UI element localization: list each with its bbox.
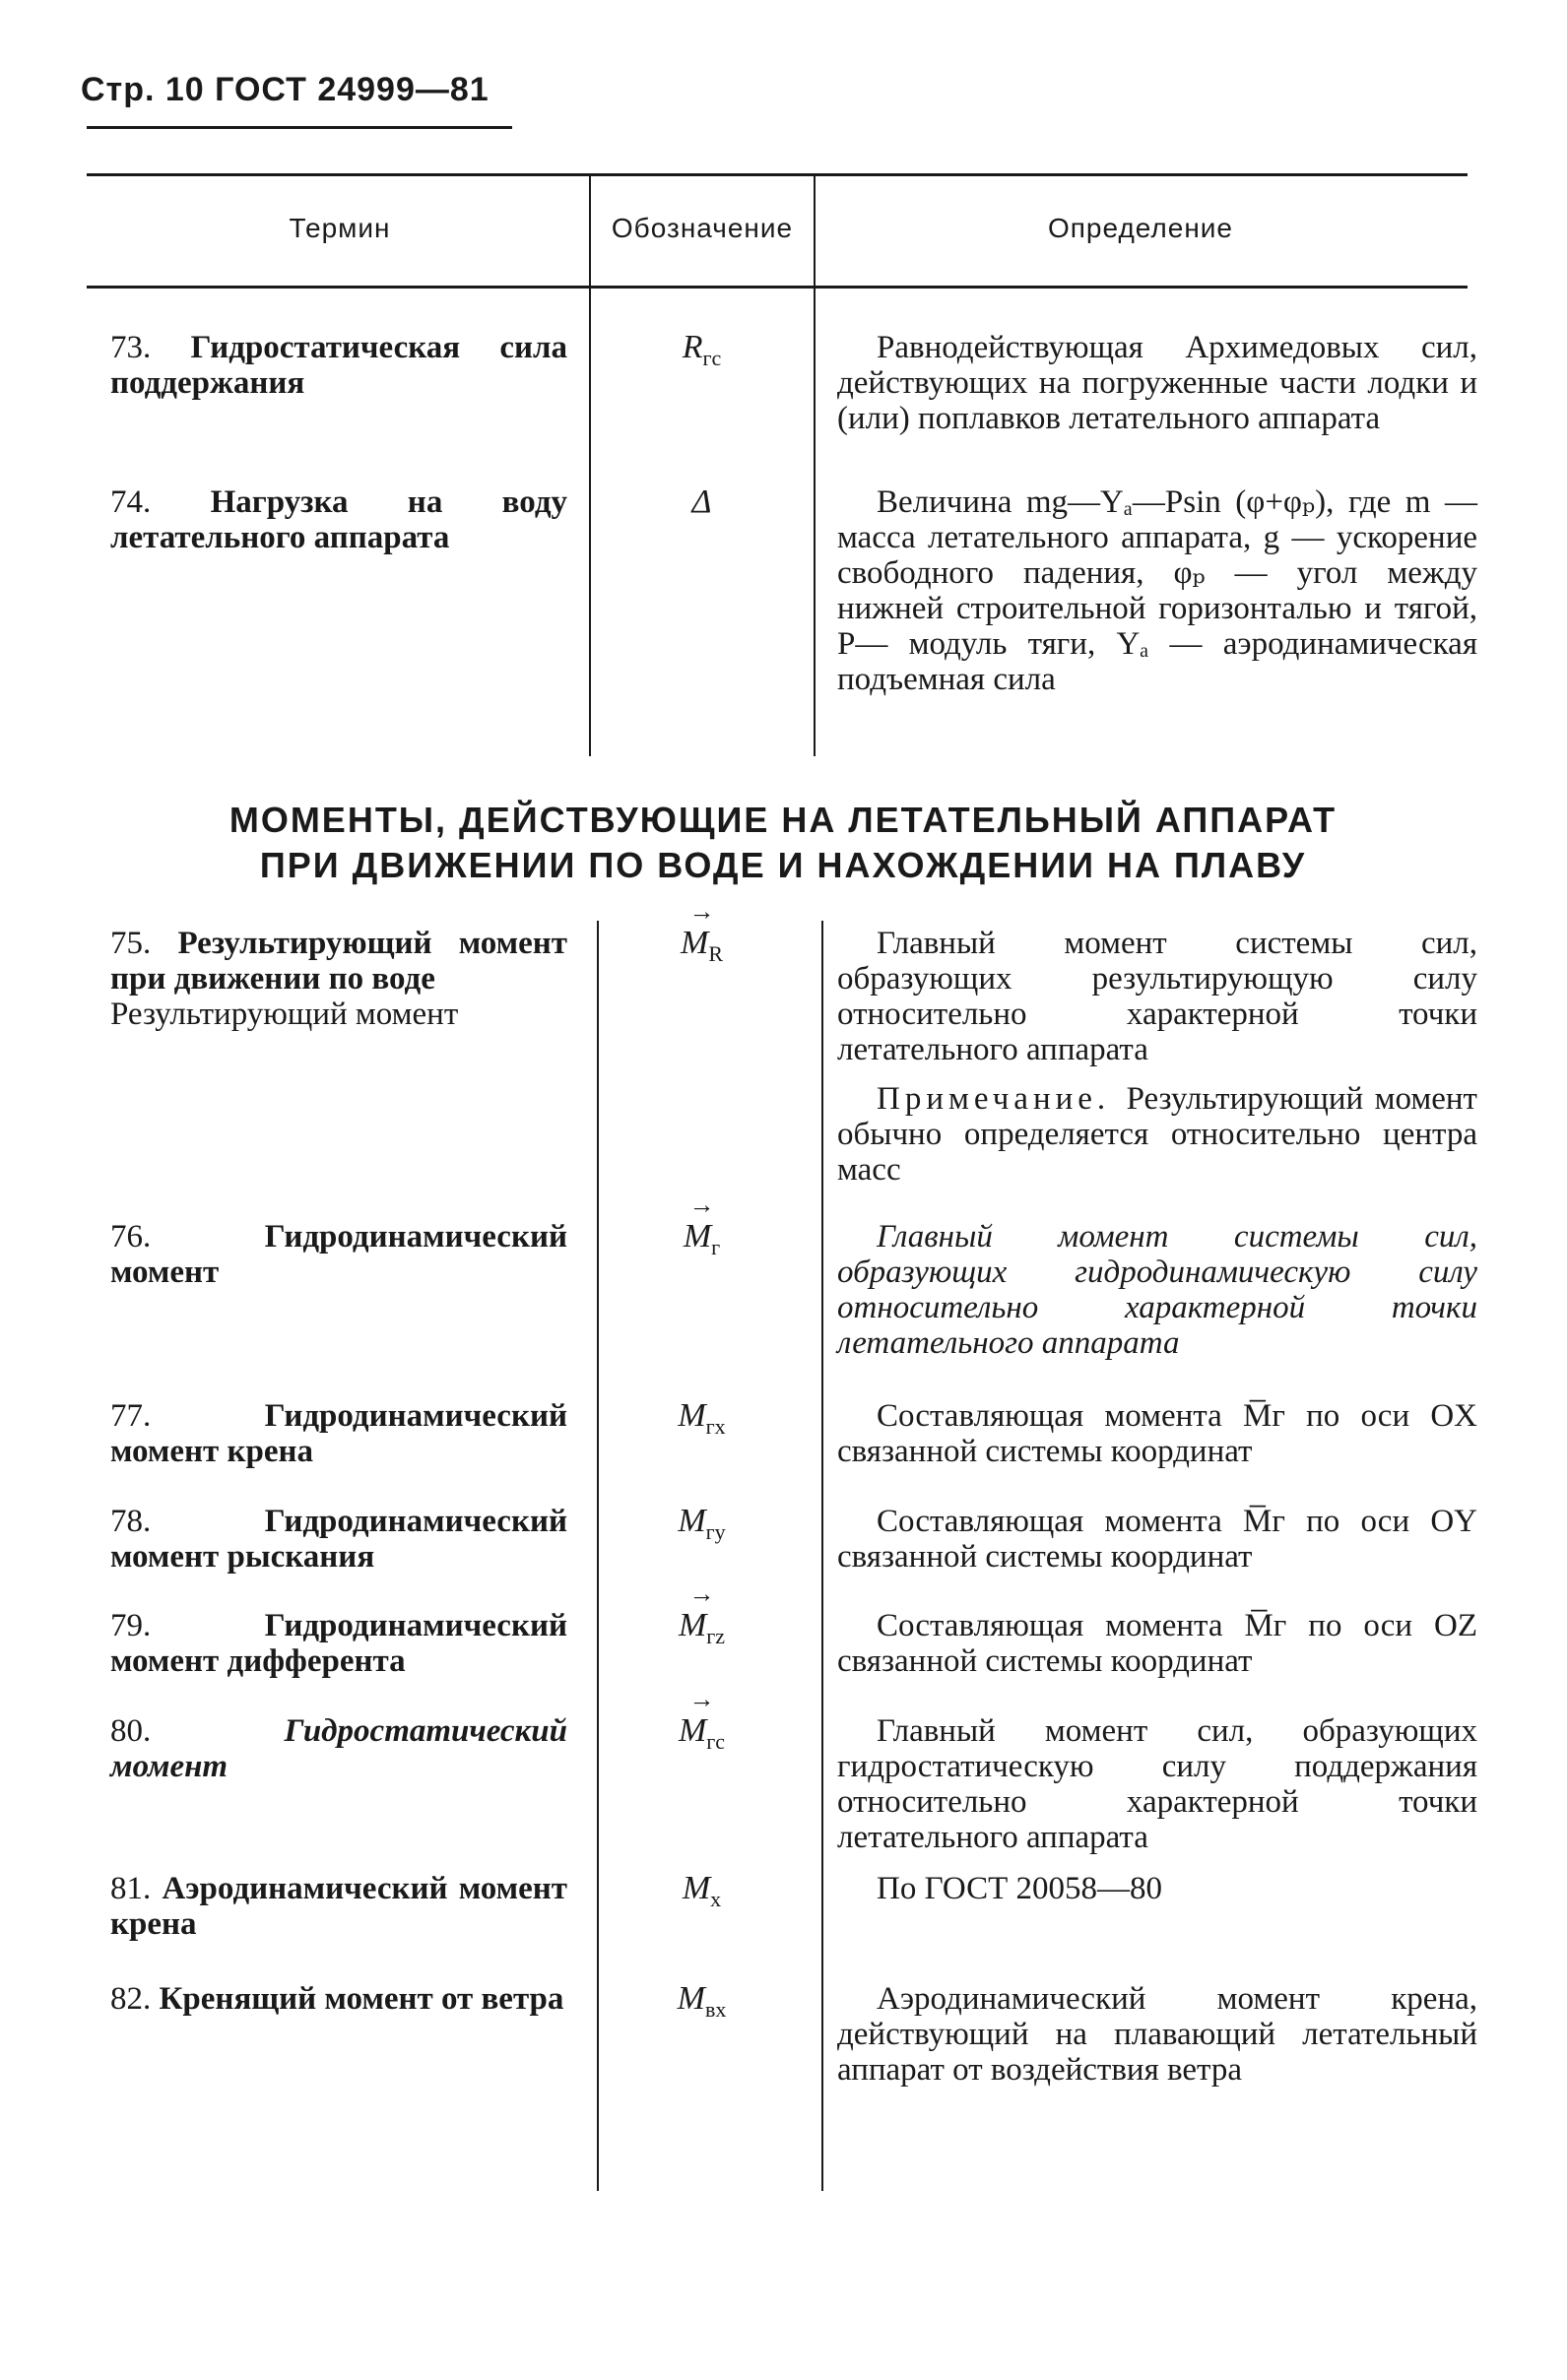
column-divider: [821, 921, 823, 2191]
definition-text: Главный момент системы сил, образующих результирующую силу относительно характерной точки летательного аппарата: [837, 926, 1477, 1067]
vector-arrow-icon: →: [688, 897, 715, 926]
column-header-definition: Определение: [1047, 213, 1234, 243]
symbol-text: $R_{гс}$: [682, 329, 722, 370]
term-text: Нагрузка на воду летательного аппарата: [110, 484, 568, 555]
term-number: 81.: [110, 1871, 163, 1906]
symbol-text: $M_г$ →: [683, 1190, 721, 1259]
term-cell: [110, 1219, 567, 1290]
term-number: 75.: [110, 926, 178, 961]
symbol-text: $M_{гy}$: [678, 1503, 726, 1544]
symbol-cell: [596, 1871, 808, 1917]
term-synonym: Результирующий момент: [110, 997, 459, 1032]
definition-text: По ГОСТ 20058—80: [877, 1871, 1162, 1906]
definition-cell: [837, 1981, 1477, 2088]
term-number: 82.: [110, 1981, 160, 2017]
symbol-cell: [596, 897, 808, 972]
term-cell: [110, 1871, 567, 1942]
symbol-text: $M_{гz}$ →: [678, 1579, 726, 1648]
term-cell: [110, 1713, 567, 1784]
definition-text: Величина mg—Yₐ—Psin (φ+φₚ), где m —масса летательного аппарата, g — ускорение свободного падения, φₚ — угол между нижней строительной горизонталью и тягой, P— модуль тяги, Yₐ — аэродинамическая подъемная сила: [837, 484, 1477, 697]
section-title-line: МОМЕНТЫ, ДЕЙСТВУЮЩИЕ НА ЛЕТАТЕЛЬНЫЙ АППАРАТ: [229, 800, 1338, 840]
term-number: 80.: [110, 1713, 285, 1749]
term-text: Гидродинамический момент крена: [110, 1398, 567, 1469]
definition-text: Главный момент системы сил, образующих гидродинамическую силу относительно характерной точки летательного аппарата: [837, 1219, 1477, 1361]
term-cell: [110, 1398, 567, 1469]
symbol-cell: [596, 1398, 808, 1445]
term-cell: [110, 1608, 567, 1679]
table-top-rule: [87, 173, 1468, 176]
definition-text: Равнодействующая Архимедовых сил, действующих на погруженные части лодки и (или) поплавков летательного аппарата: [837, 330, 1477, 436]
column-divider: [814, 175, 816, 756]
term-number: 76.: [110, 1219, 265, 1254]
term-cell: [110, 926, 567, 1032]
definition-text: Составляющая момента M̅г по оси OX связанной системы координат: [837, 1398, 1477, 1469]
section-title-line: ПРИ ДВИЖЕНИИ ПО ВОДЕ И НАХОЖДЕНИИ НА ПЛАВУ: [259, 845, 1307, 885]
term-number: 73.: [110, 330, 191, 365]
column-divider: [589, 175, 591, 756]
symbol-text: $M_{гx}$: [678, 1397, 726, 1439]
term-number: 79.: [110, 1608, 265, 1643]
term-text: Гидродинамический момент рыскания: [110, 1504, 567, 1575]
definition-cell: [837, 1504, 1477, 1575]
definition-cell: [837, 1713, 1477, 1855]
header-rule: [87, 126, 512, 129]
definition-cell: [837, 1871, 1477, 1906]
term-text: Кренящий момент от ветра: [159, 1981, 564, 2017]
term-text: Гидростатический момент: [110, 1713, 567, 1784]
definition-text: Главный момент сил, образующих гидростатическую силу поддержания относительно характерной точки летательного аппарата: [837, 1713, 1477, 1855]
section-title: [148, 798, 1418, 888]
vector-arrow-icon: →: [688, 1579, 715, 1608]
table-head-rule: [87, 286, 1468, 289]
definition-cell: [837, 330, 1477, 436]
term-cell: [110, 330, 567, 401]
definition-cell: [837, 1608, 1477, 1679]
definition-cell: [837, 926, 1477, 1188]
definition-note: Примечание. Результирующий момент обычно определяется относительно центра масс: [837, 1081, 1477, 1188]
symbol-text: $M_x$: [682, 1870, 722, 1911]
definition-cell: [837, 1219, 1477, 1361]
term-cell: [110, 1981, 567, 2017]
symbol-cell: [596, 484, 808, 520]
definition-text: Составляющая момента M̅г по оси OY связанной системы координат: [837, 1504, 1477, 1575]
definition-cell: [837, 1398, 1477, 1469]
definition-cell: [837, 484, 1477, 697]
symbol-cell: [596, 1579, 808, 1654]
definition-text: Составляющая момента M̅г по оси OZ связанной системы координат: [837, 1608, 1477, 1679]
term-cell: [110, 484, 567, 555]
definition-text: Аэродинамический момент крена, действующий на плавающий летательный аппарат от воздействия ветра: [837, 1981, 1477, 2088]
term-text: Гидродинамический момент: [110, 1219, 567, 1290]
term-text: Результирующий момент при движении по воде: [110, 926, 567, 997]
symbol-cell: [596, 1504, 808, 1550]
symbol-text: Δ: [691, 483, 712, 520]
symbol-text: $M_{гс}$ →: [678, 1685, 726, 1754]
symbol-text: $M_R$ →: [680, 897, 723, 966]
term-cell: [110, 1504, 567, 1575]
symbol-cell: [596, 330, 808, 376]
symbol-text: $M_{вx}$: [677, 1980, 727, 2022]
symbol-cell: [596, 1685, 808, 1760]
vector-arrow-icon: →: [688, 1190, 715, 1219]
term-text: Аэродинамический момент крена: [110, 1871, 567, 1942]
term-text: Гидростатическая сила поддержания: [110, 330, 567, 401]
column-header-symbol: Обозначение: [611, 213, 794, 243]
page-header: Стр. 10 ГОСТ 24999—81: [81, 71, 490, 108]
term-number: 77.: [110, 1398, 265, 1434]
symbol-cell: [596, 1981, 808, 2027]
column-header-term: Термин: [289, 213, 391, 243]
term-number: 74.: [110, 484, 211, 520]
symbol-cell: [596, 1190, 808, 1265]
term-text: Гидродинамический момент дифферента: [110, 1608, 567, 1679]
term-number: 78.: [110, 1504, 265, 1539]
vector-arrow-icon: →: [688, 1685, 715, 1713]
